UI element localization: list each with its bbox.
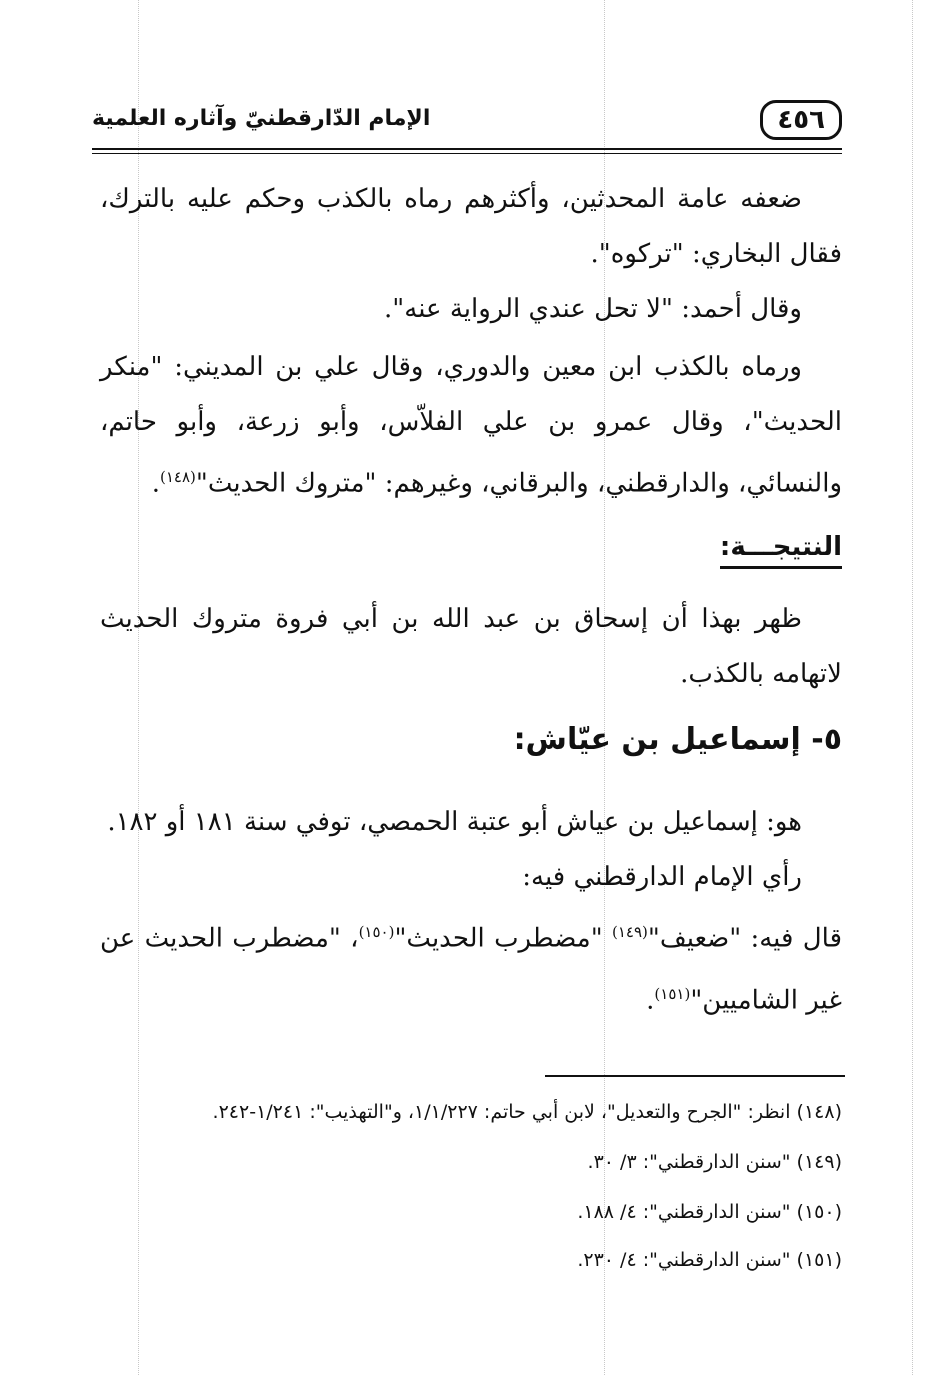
footnote-ref[interactable]: (١٥٠) — [358, 923, 395, 941]
paragraph-end: . — [151, 468, 160, 499]
book-title: الإمام الدّارقطنيّ وآثاره العلمية — [92, 106, 431, 131]
page-number: ٤٥٦ — [760, 100, 842, 140]
paragraph-text: ورماه بالكذب ابن معين والدوري، وقال علي بن المديني: "منكر الحديث"، وقال عمرو بن علي الفلاّس، وأبو زرعة، وأبو حاتم، والنسائي، والدارقطني، والبرقاني، وغيرهم: "متروك الحديث" — [100, 352, 842, 499]
footnote-separator — [545, 1075, 845, 1077]
narrator-heading: ٥- إسماعيل بن عيّاش: — [513, 722, 842, 757]
footnote: (١٤٨) انظر: "الجرح والتعديل"، لابن أبي حاتم: ١/١/٢٢٧، و"التهذيب": ١/٢٤١-٢٤٢. — [212, 1101, 842, 1123]
paragraph: ضعفه عامة المحدثين، وأكثرهم رماه بالكذب وحكم عليه بالترك، فقال البخاري: "تركوه". — [100, 184, 842, 269]
footnote-ref[interactable]: (١٤٨) — [160, 468, 196, 486]
paragraph-text: ، "مضطرب الحديث عن غير الشاميين" — [100, 923, 842, 1016]
paragraph — [100, 340, 842, 512]
result-heading — [720, 532, 842, 562]
paragraph: وقال أحمد: "لا تحل عندي الرواية عنه". — [384, 294, 802, 324]
result-heading-text: النتيجـــة: — [720, 532, 842, 569]
footnote: (١٥١) "سنن الدارقطني": ٤/ ٢٣٠. — [577, 1249, 842, 1271]
footnote-ref[interactable]: (١٥١) — [654, 984, 691, 1003]
scan-guide-line — [912, 0, 913, 1375]
paragraph-end: . — [646, 985, 655, 1016]
footnote: (١٤٩) "سنن الدارقطني": ٣/ ٣٠. — [587, 1151, 842, 1173]
footnote-ref[interactable]: (١٤٩) — [611, 923, 648, 941]
page-header — [92, 100, 842, 148]
paragraph — [100, 905, 842, 1028]
header-rule — [92, 148, 842, 150]
paragraph-text: "مضطرب الحديث" — [394, 923, 612, 954]
paragraph: رأي الإمام الدارقطني فيه: — [522, 862, 802, 892]
footnote: (١٥٠) "سنن الدارقطني": ٤/ ١٨٨. — [577, 1201, 842, 1223]
paragraph: هو: إسماعيل بن عياش أبو عتبة الحمصي، توفي سنة ١٨١ أو ١٨٢. — [107, 807, 802, 837]
header-rule — [92, 153, 842, 154]
paragraph: ظهر بهذا أن إسحاق بن عبد الله بن أبي فروة متروك الحديث لاتهامه بالكذب. — [100, 604, 842, 689]
paragraph-text: قال فيه: "ضعيف" — [647, 923, 842, 954]
